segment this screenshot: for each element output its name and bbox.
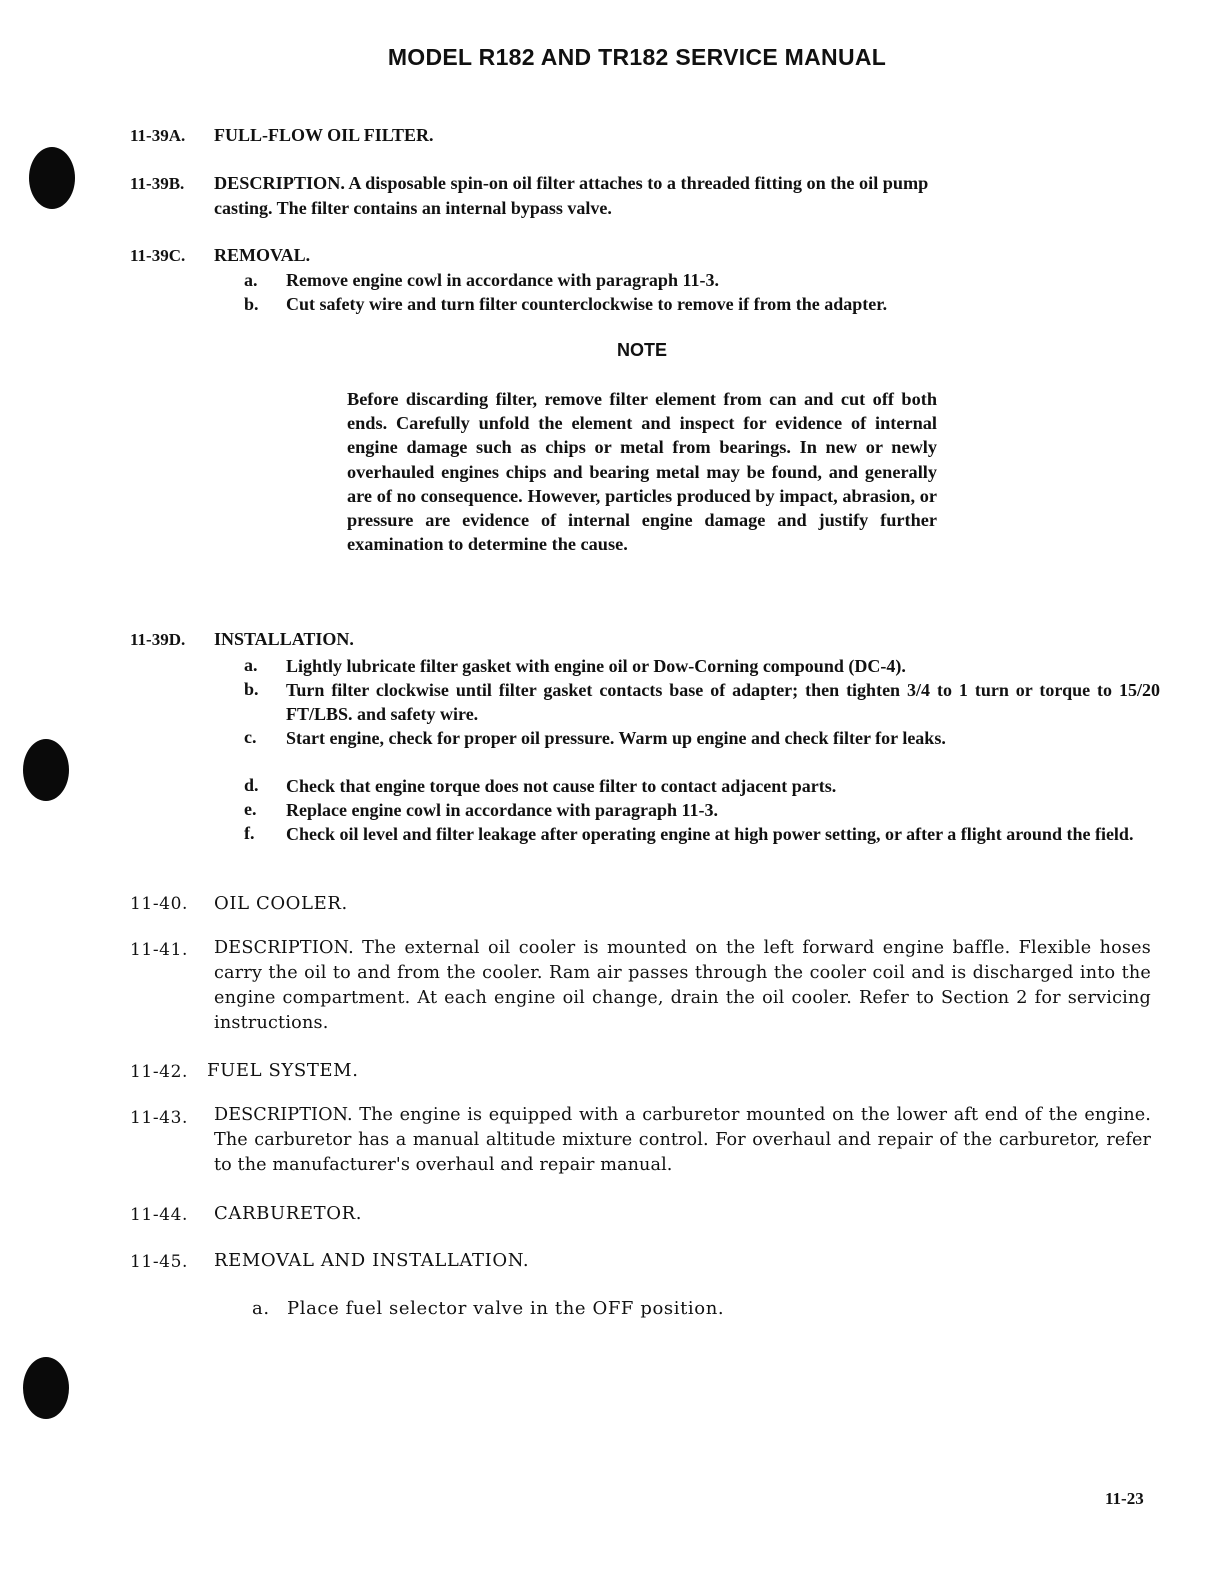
step-text: Start engine, check for proper oil pressure. Warm up engine and check filter for leaks. [286, 728, 946, 748]
step-text: Check that engine torque does not cause filter to contact adjacent parts. [286, 776, 837, 796]
step-text: Replace engine cowl in accordance with paragraph 11-3. [286, 800, 718, 820]
section-number: 11-42. [130, 1062, 189, 1082]
description-line: DESCRIPTION. A disposable spin-on oil filter attaches to a threaded fitting on the oil pump [214, 173, 929, 193]
step-text: Remove engine cowl in accordance with paragraph 11-3. [286, 270, 719, 290]
step-letter: f. [244, 823, 255, 843]
step-letter: a. [244, 655, 258, 675]
section-number: 11-44. [130, 1205, 189, 1225]
section-number: 11-40. [130, 894, 189, 914]
description-line: casting. The filter contains an internal bypass valve. [214, 198, 612, 218]
section-number: 11-39B. [130, 174, 185, 193]
step-letter: e. [244, 799, 257, 819]
step-letter: d. [244, 775, 259, 795]
section-number: 11-39C. [130, 246, 186, 265]
step-text: Turn filter clockwise until filter gasket contacts base of adapter; then tighten 3/4 to 1 turn or torque to 15/20 FT/LBS. and safety wire. [286, 680, 1160, 724]
section-heading: REMOVAL AND INSTALLATION. [214, 1250, 530, 1271]
section-heading: CARBURETOR. [214, 1203, 363, 1224]
section-heading: FUEL SYSTEM. [207, 1060, 359, 1081]
step-letter: b. [244, 294, 259, 314]
step-letter: a. [244, 270, 258, 290]
step-letter: b. [244, 679, 259, 699]
page-title: MODEL R182 AND TR182 SERVICE MANUAL [387, 44, 887, 70]
section-heading: INSTALLATION. [214, 629, 354, 649]
section-number: 11-41. [130, 940, 189, 960]
section-number: 11-43. [130, 1108, 189, 1128]
step-letter: c. [244, 727, 257, 747]
step-text: Lightly lubricate filter gasket with engine oil or Dow-Corning compound (DC-4). [286, 656, 906, 676]
section-heading: FULL-FLOW OIL FILTER. [214, 125, 434, 145]
binder-hole-icon [23, 1357, 69, 1419]
step-text: Cut safety wire and turn filter counterclockwise to remove if from the adapter. [286, 294, 888, 314]
section-number: 11-39A. [130, 126, 186, 145]
note-text: Before discarding filter, remove filter element from can and cut off both ends. Carefully unfold the element and inspect for evidence of internal engine damage such as chips or metal from bearings. In new or newly overhauled engines chips and bearing metal may be found, and generally are of no consequence. However, particles produced by impact, abrasion, or pressure are evidence of internal engine damage and justify further examination to determine the cause. [347, 389, 937, 555]
description-text: DESCRIPTION. The engine is equipped with a carburetor mounted on the lower aft end of the engine. The carburetor has a manual altitude mixture control. For overhaul and repair of the carburetor, refer to the manufacturer's overhaul and repair manual. [214, 1105, 1151, 1175]
step-text: Place fuel selector valve in the OFF position. [287, 1298, 725, 1319]
section-heading: OIL COOLER. [214, 893, 348, 914]
section-number: 11-39D. [130, 630, 186, 649]
step-text: Check oil level and filter leakage after operating engine at high power setting, or after a flight around the field. [286, 824, 1134, 844]
description-text: DESCRIPTION. The external oil cooler is mounted on the left forward engine baffle. Flexible hoses carry the oil to and from the cooler. Ram air passes through the cooler coil and is discharged into the engine compartment. At each engine oil change, drain the oil cooler. Refer to Section 2 for servicing instructions. [214, 938, 1151, 1033]
binder-hole-icon [23, 739, 69, 801]
step-letter: a. [252, 1298, 270, 1319]
binder-hole-icon [29, 147, 75, 209]
note-title: NOTE [616, 340, 667, 360]
section-heading: REMOVAL. [214, 245, 311, 265]
page-number: 11-23 [1105, 1489, 1144, 1508]
section-number: 11-45. [130, 1252, 189, 1272]
